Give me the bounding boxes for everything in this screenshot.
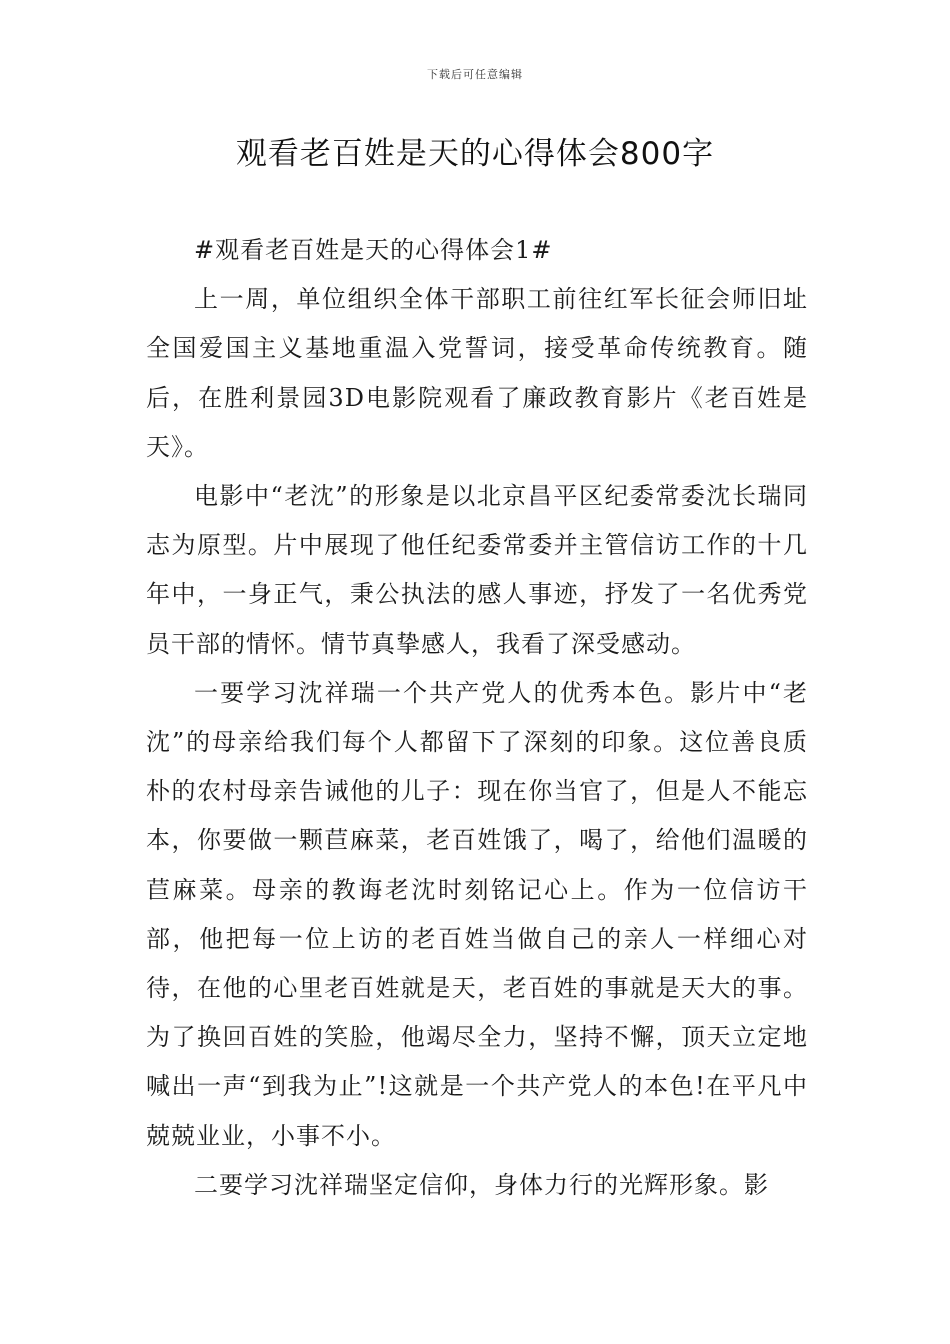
- paragraph: 二要学习沈祥瑞坚定信仰，身体力行的光辉形象。影: [194, 1170, 769, 1199]
- document-title: 观看老百姓是天的心得体会800字: [235, 136, 715, 172]
- paragraph: 电影中“老沈”的形象是以北京昌平区纪委常委沈长瑞同志为原型。片中展现了他任纪委常委并主管信访工作的十几年中，一身正气，秉公执法的感人事迹，抒发了一名优秀党员干部的情怀。情节真挚感人，我看了深受感动。: [146, 482, 808, 658]
- document-body: [146, 226, 808, 1210]
- paragraph: 一要学习沈祥瑞一个共产党人的优秀本色。影片中“老沈”的母亲给我们每个人都留下了深刻的印象。这位善良质朴的农村母亲告诫他的儿子：现在你当官了，但是人不能忘本，你要做一颗苣麻菜，老百姓饿了，喝了，给他们温暖的苣麻菜。母亲的教诲老沈时刻铭记心上。作为一位信访干部，他把每一位上访的老百姓当做自己的亲人一样细心对待，在他的心里老百姓就是天，老百姓的事就是天大的事。为了换回百姓的笑脸，他竭尽全力，坚持不懈，顶天立定地喊出一声“到我为止”!这就是一个共产党人的本色!在平凡中兢兢业业，小事不小。: [146, 678, 808, 1150]
- paragraph-section-heading: #观看老百姓是天的心得体会1#: [194, 236, 553, 264]
- paragraph: 上一周，单位组织全体干部职工前往红军长征会师旧址全国爱国主义基地重温入党誓词，接受革命传统教育。随后，在胜利景园3D电影院观看了廉政教育影片《老百姓是天》。: [146, 285, 808, 461]
- header-note: 下载后可任意编辑: [427, 68, 523, 81]
